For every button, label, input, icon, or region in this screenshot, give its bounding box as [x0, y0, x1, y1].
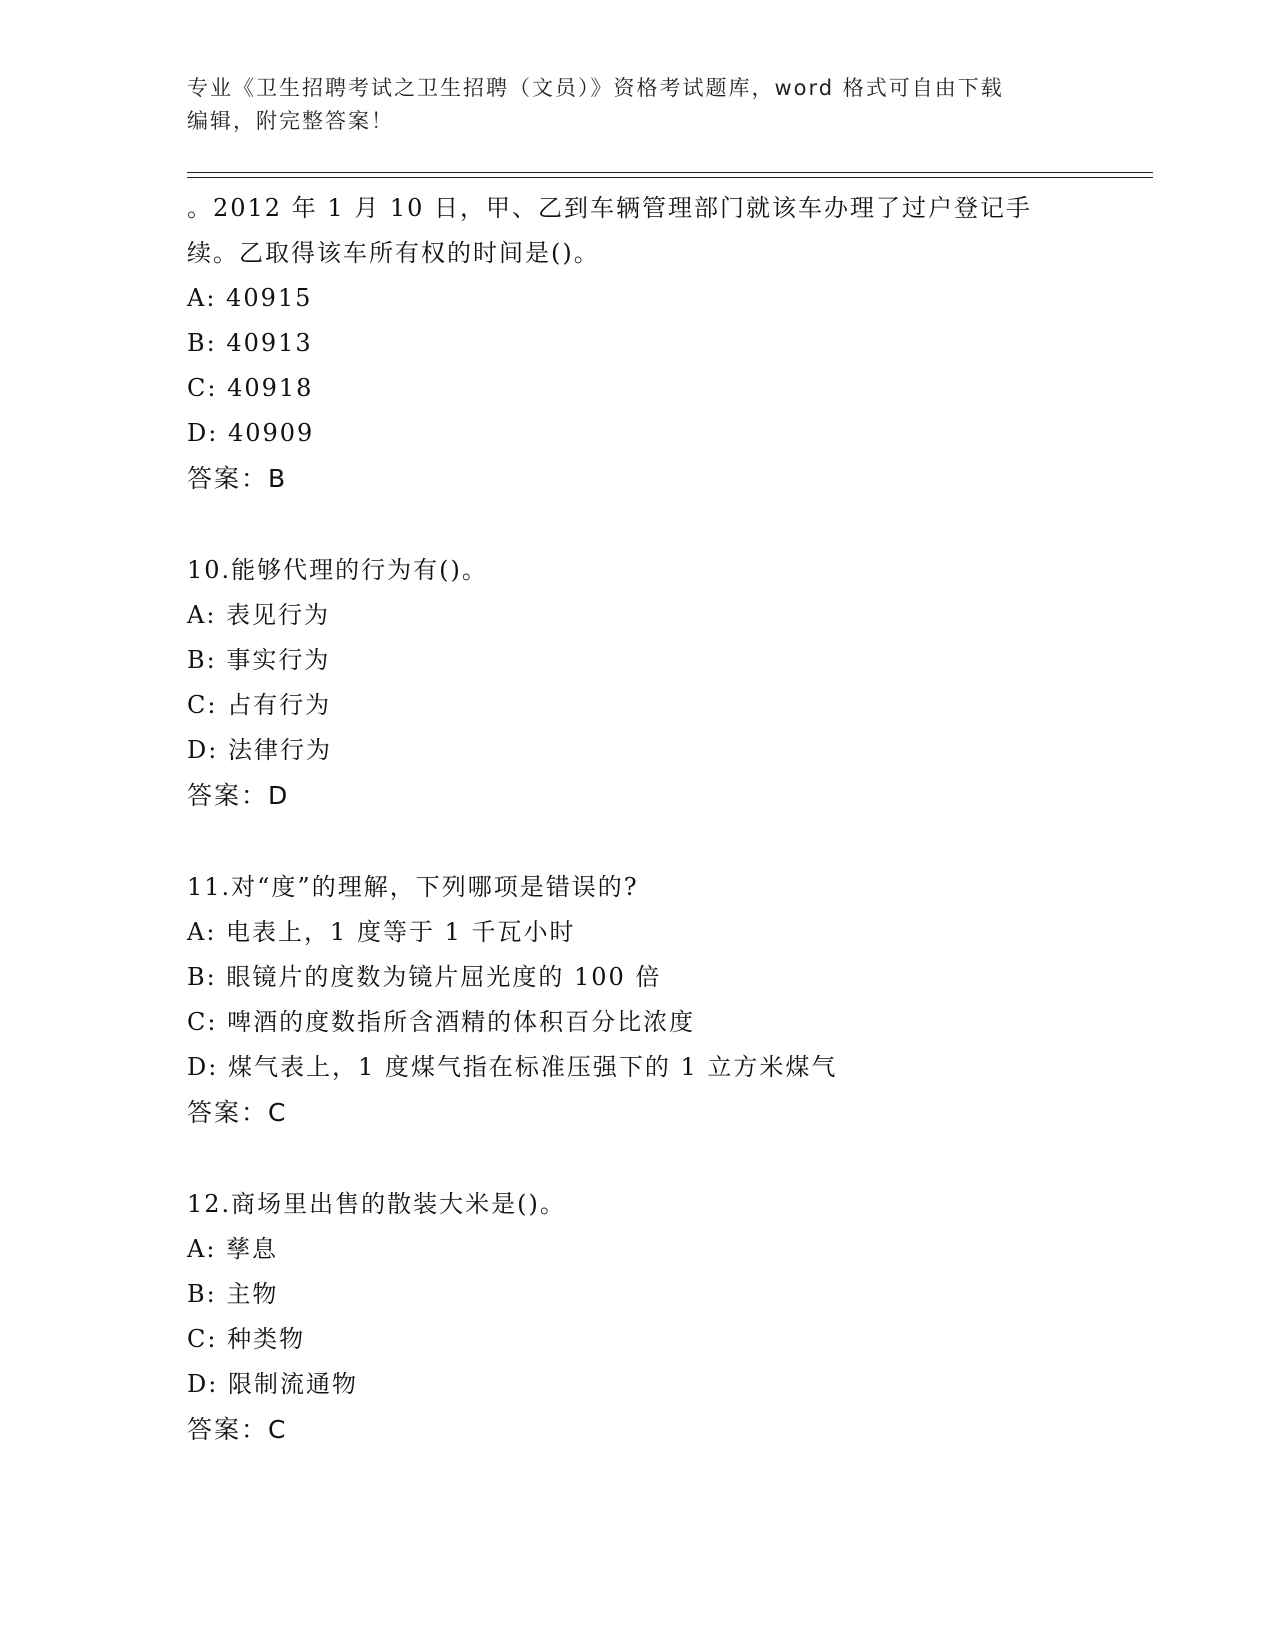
option-a: A: 孳息: [187, 1235, 279, 1263]
option-c: C: 40918: [187, 374, 314, 402]
question-stem: 10.能够代理的行为有()。: [187, 556, 488, 584]
answer: 答案：C: [187, 1098, 288, 1127]
header-rule-top: [187, 172, 1153, 173]
question-stem: 续。乙取得该车所有权的时间是()。: [187, 239, 600, 267]
question-block: [187, 186, 1157, 501]
option-b: B: 40913: [187, 329, 313, 357]
option-c: C: 啤酒的度数指所含酒精的体积百分比浓度: [187, 1008, 696, 1036]
question-stem: 11.对“度”的理解，下列哪项是错误的?: [187, 873, 639, 901]
option-d: D: 40909: [187, 419, 315, 447]
option-d: D: 法律行为: [187, 736, 332, 764]
header-line-1: 专业《卫生招聘考试之卫生招聘（文员）》资格考试题库，word 格式可自由下载: [187, 76, 1004, 100]
option-b: B: 眼镜片的度数为镜片屈光度的 100 倍: [187, 963, 662, 991]
question-block: [187, 1182, 1157, 1452]
option-a: A: 表见行为: [187, 601, 331, 629]
option-c: C: 种类物: [187, 1325, 306, 1353]
option-b: B: 主物: [187, 1280, 279, 1308]
option-d: D: 煤气表上，1 度煤气指在标准压强下的 1 立方米煤气: [187, 1053, 838, 1081]
answer: 答案：C: [187, 1415, 288, 1444]
header-line-2: 编辑，附完整答案！: [187, 109, 394, 133]
option-d: D: 限制流通物: [187, 1370, 358, 1398]
question-stem: 12.商场里出售的散装大米是()。: [187, 1190, 566, 1218]
option-b: B: 事实行为: [187, 646, 331, 674]
option-a: A: 40915: [187, 284, 313, 312]
answer: 答案：D: [187, 781, 290, 810]
answer: 答案：B: [187, 464, 288, 493]
question-block: [187, 865, 1157, 1135]
option-c: C: 占有行为: [187, 691, 332, 719]
question-list: [187, 186, 1157, 1452]
question-block: [187, 548, 1157, 818]
document-header: [187, 72, 1067, 138]
option-a: A: 电表上，1 度等于 1 千瓦小时: [187, 918, 576, 946]
question-stem: 。2012 年 1 月 10 日，甲、乙到车辆管理部门就该车办理了过户登记手: [187, 194, 1033, 222]
header-rule-bottom: [187, 177, 1153, 178]
